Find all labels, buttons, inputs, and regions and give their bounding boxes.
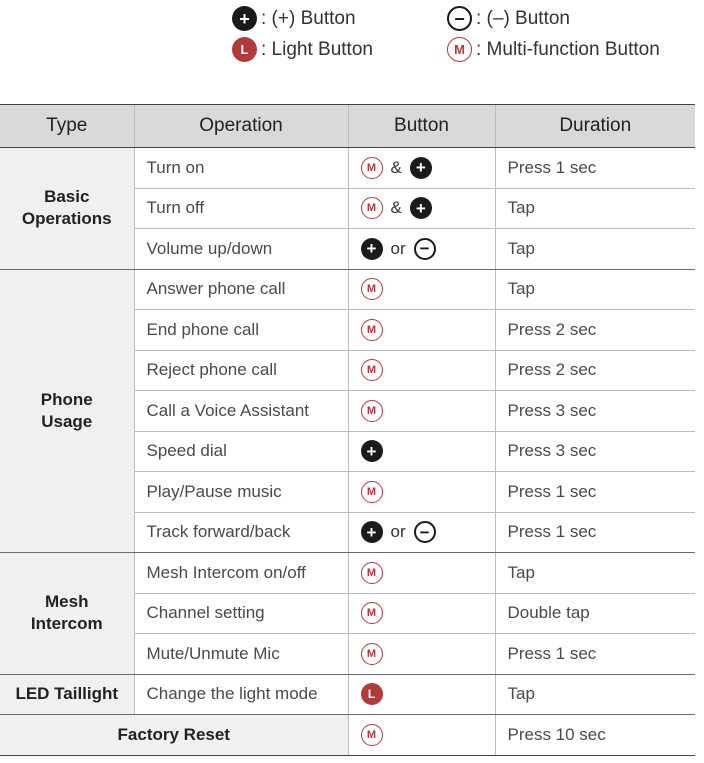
type-label-line: LED Taillight (15, 684, 119, 704)
minus-button-icon: − (447, 6, 472, 31)
light-button-icon: L (361, 683, 383, 705)
button-icons (361, 602, 495, 624)
duration-cell: Press 1 sec (495, 472, 695, 513)
table-body (0, 148, 695, 756)
plus-button-icon: + (361, 238, 383, 260)
operation-cell: Change the light mode (134, 674, 348, 715)
legend-light-label: : Light Button (261, 38, 373, 60)
duration-cell: Tap (495, 188, 695, 229)
button-icons (361, 238, 495, 260)
button-icons (361, 157, 495, 179)
duration-cell: Press 1 sec (495, 148, 695, 189)
table-row (0, 269, 695, 310)
operation-cell: End phone call (134, 310, 348, 351)
multi-function-button-icon: M (361, 562, 383, 584)
factory-reset-label: Factory Reset (0, 715, 348, 756)
header-operation: Operation (134, 105, 348, 148)
button-cell (348, 391, 495, 432)
button-cell (348, 431, 495, 472)
duration-cell: Tap (495, 269, 695, 310)
operation-cell: Channel setting (134, 593, 348, 634)
button-icons (361, 643, 495, 665)
button-icons (361, 521, 495, 543)
button-icons (361, 724, 495, 746)
plus-button-icon: + (410, 157, 432, 179)
duration-cell: Press 3 sec (495, 391, 695, 432)
operation-cell: Answer phone call (134, 269, 348, 310)
legend-light (232, 37, 377, 62)
operation-cell: Play/Pause music (134, 472, 348, 513)
legend-multi-label: : Multi-function Button (476, 38, 660, 60)
button-cell (348, 512, 495, 553)
button-cell (348, 310, 495, 351)
multi-function-button-icon: M (361, 319, 383, 341)
operation-cell: Speed dial (134, 431, 348, 472)
multi-function-button-icon: M (361, 602, 383, 624)
plus-button-icon: + (232, 6, 257, 31)
button-conjunction: or (390, 522, 406, 542)
operations-table (0, 104, 695, 756)
header-duration: Duration (495, 105, 695, 148)
multi-function-button-icon: M (361, 400, 383, 422)
multi-function-button-icon: M (361, 643, 383, 665)
light-button-icon: L (232, 37, 257, 62)
legend-minus-label: : (–) Button (476, 7, 570, 29)
multi-function-button-icon: M (361, 724, 383, 746)
type-label-line: Mesh (45, 592, 89, 612)
button-icons (361, 683, 495, 705)
type-cell (0, 148, 134, 270)
type-label-line: Intercom (30, 614, 103, 634)
button-legend (0, 4, 704, 68)
button-icons (361, 359, 495, 381)
operation-cell: Track forward/back (134, 512, 348, 553)
button-cell (348, 553, 495, 594)
button-icons (361, 481, 495, 503)
type-cell (0, 269, 134, 553)
button-icons (361, 562, 495, 584)
multi-function-button-icon: M (361, 481, 383, 503)
multi-function-button-icon: M (447, 37, 472, 62)
minus-button-icon: − (414, 521, 436, 543)
button-icons (361, 197, 495, 219)
button-cell (348, 269, 495, 310)
button-cell (348, 593, 495, 634)
operation-cell: Volume up/down (134, 229, 348, 270)
button-conjunction: & (390, 157, 402, 177)
button-cell (348, 188, 495, 229)
factory-reset-row (0, 715, 695, 756)
multi-function-button-icon: M (361, 157, 383, 179)
type-cell (0, 553, 134, 675)
table-row (0, 148, 695, 189)
header-button: Button (348, 105, 495, 148)
operation-cell: Mesh Intercom on/off (134, 553, 348, 594)
operation-cell: Reject phone call (134, 350, 348, 391)
button-cell (348, 634, 495, 675)
type-label-line: Phone (40, 389, 93, 409)
button-cell (348, 229, 495, 270)
duration-cell: Press 1 sec (495, 512, 695, 553)
plus-button-icon: + (361, 521, 383, 543)
button-icons (361, 319, 495, 341)
button-icons (361, 400, 495, 422)
button-conjunction: & (390, 198, 402, 218)
operation-cell: Call a Voice Assistant (134, 391, 348, 432)
button-cell (348, 674, 495, 715)
legend-minus (447, 6, 574, 31)
duration-cell: Press 3 sec (495, 431, 695, 472)
button-cell (348, 472, 495, 513)
duration-cell: Tap (495, 674, 695, 715)
button-cell (348, 148, 495, 189)
button-cell (348, 715, 495, 756)
header-type: Type (0, 105, 134, 148)
legend-plus-label: : (+) Button (261, 7, 356, 29)
multi-function-button-icon: M (361, 197, 383, 219)
operation-cell: Turn off (134, 188, 348, 229)
duration-cell: Double tap (495, 593, 695, 634)
table-row (0, 674, 695, 715)
duration-cell: Press 10 sec (495, 715, 695, 756)
plus-button-icon: + (410, 197, 432, 219)
type-label-line: Usage (41, 411, 93, 431)
duration-cell: Press 2 sec (495, 310, 695, 351)
type-cell (0, 674, 134, 715)
button-icons (361, 440, 495, 462)
operation-cell: Turn on (134, 148, 348, 189)
type-label-line: Basic (44, 187, 90, 207)
multi-function-button-icon: M (361, 278, 383, 300)
button-icons (361, 278, 495, 300)
minus-button-icon: − (414, 238, 436, 260)
plus-button-icon: + (361, 440, 383, 462)
duration-cell: Tap (495, 553, 695, 594)
button-conjunction: or (390, 238, 406, 258)
duration-cell: Press 1 sec (495, 634, 695, 675)
duration-cell: Press 2 sec (495, 350, 695, 391)
button-cell (348, 350, 495, 391)
legend-plus (232, 6, 360, 31)
type-label-line: Operations (21, 209, 112, 229)
table-header-row (0, 105, 695, 148)
multi-function-button-icon: M (361, 359, 383, 381)
table-row (0, 553, 695, 594)
operation-cell: Mute/Unmute Mic (134, 634, 348, 675)
legend-multi (447, 37, 664, 62)
duration-cell: Tap (495, 229, 695, 270)
